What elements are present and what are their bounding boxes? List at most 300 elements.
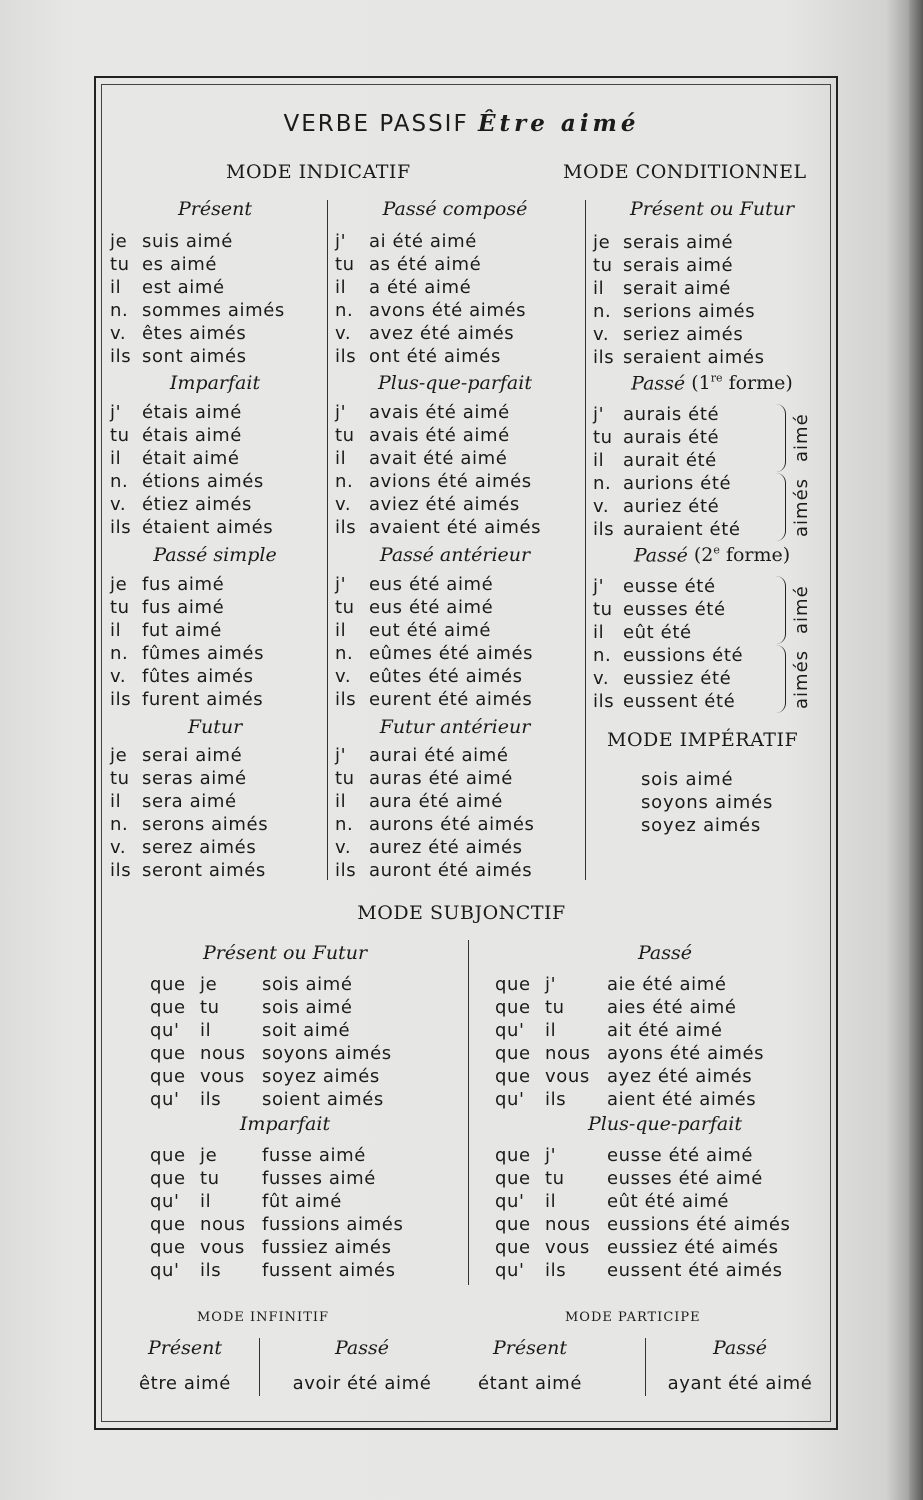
pronoun: qu' xyxy=(495,1260,525,1281)
tense-rows xyxy=(150,1144,403,1282)
brace-shape xyxy=(776,404,786,472)
conjugation-row xyxy=(335,573,533,596)
verb-form: as été aimé xyxy=(369,254,482,275)
conjugation-row xyxy=(335,859,535,882)
mode-infinitif-label: MODE INFINITIF xyxy=(197,1310,330,1325)
verb-form: avait été aimé xyxy=(369,448,508,469)
verb-form: fûtes aimés xyxy=(142,666,254,687)
pronoun: ils xyxy=(335,860,357,881)
tense-name: Présent xyxy=(178,198,252,220)
imperatif-row: soyons aimés xyxy=(641,792,774,813)
verb-form: aient été aimés xyxy=(607,1089,757,1110)
pronoun: n. xyxy=(110,643,129,664)
pronoun: tu xyxy=(545,997,565,1018)
conjugation-row xyxy=(150,1065,392,1088)
conjugation-row xyxy=(335,596,533,619)
conjugation-row xyxy=(495,1190,791,1213)
verb-form: avais été aimé xyxy=(369,402,510,423)
pronoun: il xyxy=(200,1191,212,1212)
conjugation-row xyxy=(110,596,264,619)
verb-form: fus aimé xyxy=(142,574,225,595)
pronoun: j' xyxy=(335,402,347,423)
pronoun: qu' xyxy=(495,1191,525,1212)
verb-form: aurait été xyxy=(623,450,717,471)
conjugation-row xyxy=(150,1259,403,1282)
conjugation-row xyxy=(110,836,268,859)
pronoun: il xyxy=(110,620,122,641)
conjugation-row xyxy=(150,973,392,996)
conjugation-row xyxy=(110,516,273,539)
pronoun: il xyxy=(593,450,605,471)
verb-form: fut aimé xyxy=(142,620,222,641)
verb-form: auraient été xyxy=(623,519,741,540)
verb-form: était aimé xyxy=(142,448,240,469)
page-title xyxy=(0,110,923,137)
participe-present: étant aimé xyxy=(478,1373,582,1394)
conjugation-row xyxy=(593,277,765,300)
conjugation-row xyxy=(110,230,285,253)
conjugation-row xyxy=(495,1213,791,1236)
brace-passe1-plural xyxy=(776,473,816,541)
verb-form: êtes aimés xyxy=(142,323,247,344)
verb-form: avaient été aimés xyxy=(369,517,542,538)
conjugation-row xyxy=(335,447,541,470)
infinitif-divider xyxy=(259,1338,260,1396)
pronoun: ils xyxy=(200,1260,222,1281)
tense-rows xyxy=(335,401,541,539)
pronoun: tu xyxy=(335,768,355,789)
tense-name: Passé xyxy=(637,942,692,964)
conjugation-row xyxy=(335,230,526,253)
brace-shape xyxy=(776,645,786,713)
tense-name: Futur xyxy=(187,716,243,738)
verb-form: aie été aimé xyxy=(607,974,727,995)
verb-form: furent aimés xyxy=(142,689,264,710)
pronoun: que xyxy=(495,1043,531,1064)
tense-cond-passe2-form: (2e forme) xyxy=(693,544,791,567)
pronoun: qu' xyxy=(150,1191,180,1212)
title-text: VERBE PASSIF xyxy=(283,111,469,137)
pronoun: vous xyxy=(200,1237,245,1258)
conjugation-row xyxy=(495,973,764,996)
tense-name: Présent ou Futur xyxy=(202,942,368,964)
verb-form: soyons aimés xyxy=(262,1043,392,1064)
conjugation-row xyxy=(335,493,541,516)
brace-passe2-singular xyxy=(776,576,816,644)
verb-form: aurions été xyxy=(623,473,732,494)
conjugation-row xyxy=(335,790,535,813)
pronoun: que xyxy=(495,974,531,995)
participe-present-name: Présent xyxy=(493,1337,567,1359)
pronoun: que xyxy=(150,1043,186,1064)
tense-name: Futur antérieur xyxy=(379,716,531,738)
verb-form: soit aimé xyxy=(262,1020,351,1041)
pronoun: j' xyxy=(545,1145,557,1166)
pronoun: que xyxy=(495,1145,531,1166)
pronoun: nous xyxy=(200,1043,246,1064)
conjugation-row xyxy=(110,424,273,447)
verb-form: eurent été aimés xyxy=(369,689,533,710)
verb-form: fussent aimés xyxy=(262,1260,396,1281)
conjugation-row xyxy=(495,1236,791,1259)
verb-form: aurez été aimés xyxy=(369,837,523,858)
verb-form: fus aimé xyxy=(142,597,225,618)
verb-form: serons aimés xyxy=(142,814,269,835)
verb-form: auront été aimés xyxy=(369,860,533,881)
conjugation-row xyxy=(593,690,743,713)
conjugation-row xyxy=(593,472,741,495)
conjugation-row xyxy=(150,1144,403,1167)
pronoun: que xyxy=(150,1237,186,1258)
pronoun: n. xyxy=(593,645,612,666)
pronoun: il xyxy=(335,448,347,469)
verb-form: suis aimé xyxy=(142,231,233,252)
pronoun: il xyxy=(110,791,122,812)
pronoun: que xyxy=(495,1214,531,1235)
tense-cond-passe1-form: (1re forme) xyxy=(691,372,793,395)
conjugation-row xyxy=(110,619,264,642)
conjugation-row xyxy=(110,276,285,299)
conjugation-row xyxy=(495,996,764,1019)
verb-form: fussions aimés xyxy=(262,1214,404,1235)
verb-form: aviez été aimés xyxy=(369,494,520,515)
book-spine-shadow xyxy=(909,0,923,1500)
pronoun: que xyxy=(150,1145,186,1166)
conjugation-row xyxy=(495,1088,764,1111)
brace-label: aimés xyxy=(791,477,812,537)
conjugation-row xyxy=(110,859,268,882)
pronoun: ils xyxy=(545,1260,567,1281)
conjugation-row xyxy=(110,493,273,516)
tense-cond-passe1 xyxy=(592,372,832,394)
verb-form: avons été aimés xyxy=(369,300,527,321)
pronoun: qu' xyxy=(150,1089,180,1110)
conjugation-row xyxy=(335,665,533,688)
pronoun: il xyxy=(110,448,122,469)
verb-form: ont été aimés xyxy=(369,346,501,367)
pronoun: il xyxy=(593,278,605,299)
tense-name: Passé antérieur xyxy=(379,544,531,566)
verb-form: seras aimé xyxy=(142,768,247,789)
conjugation-row xyxy=(110,299,285,322)
pronoun: nous xyxy=(200,1214,246,1235)
pronoun: vous xyxy=(200,1066,245,1087)
pronoun: que xyxy=(495,1237,531,1258)
pronoun: v. xyxy=(593,668,610,689)
verb-form: serais aimé xyxy=(623,232,734,253)
pronoun: il xyxy=(335,277,347,298)
verb-form: eut été aimé xyxy=(369,620,492,641)
verb-form: fussiez aimés xyxy=(262,1237,392,1258)
pronoun: qu' xyxy=(150,1020,180,1041)
pronoun: tu xyxy=(200,1168,220,1189)
verb-form: sommes aimés xyxy=(142,300,285,321)
pronoun: tu xyxy=(200,997,220,1018)
tense-rows xyxy=(495,973,764,1111)
pronoun: ils xyxy=(335,517,357,538)
pronoun: v. xyxy=(110,666,127,687)
verb-form: est aimé xyxy=(142,277,225,298)
column-divider-1 xyxy=(327,200,328,880)
conjugation-row xyxy=(335,744,535,767)
verb-form: avais été aimé xyxy=(369,425,510,446)
mode-subjonctif-label: MODE SUBJONCTIF xyxy=(357,902,566,924)
conjugation-row xyxy=(150,1167,403,1190)
imperatif-row: soyez aimés xyxy=(641,815,762,836)
pronoun: tu xyxy=(110,597,130,618)
verb-form: seraient aimés xyxy=(623,347,765,368)
pronoun: je xyxy=(593,232,611,253)
conjugation-row xyxy=(495,1167,791,1190)
pronoun: tu xyxy=(593,255,613,276)
pronoun: ils xyxy=(110,517,132,538)
verb-form: seront aimés xyxy=(142,860,266,881)
tense-rows xyxy=(335,573,533,711)
verb-form: ait été aimé xyxy=(607,1020,723,1041)
pronoun: tu xyxy=(545,1168,565,1189)
pronoun: tu xyxy=(335,254,355,275)
pronoun: vous xyxy=(545,1237,590,1258)
verb-form: ai été aimé xyxy=(369,231,477,252)
conjugation-row xyxy=(335,642,533,665)
pronoun: que xyxy=(150,1214,186,1235)
verb-form: serai aimé xyxy=(142,745,243,766)
brace-shape xyxy=(776,473,786,541)
verb-form: étiez aimés xyxy=(142,494,252,515)
verb-form: étions aimés xyxy=(142,471,264,492)
verb-form: seriez aimés xyxy=(623,324,744,345)
pronoun: je xyxy=(200,974,218,995)
verb-form: es aimé xyxy=(142,254,218,275)
verb-form: eûtes été aimés xyxy=(369,666,523,687)
pronoun: que xyxy=(150,997,186,1018)
conjugation-row xyxy=(335,836,535,859)
pronoun: tu xyxy=(110,254,130,275)
pronoun: v. xyxy=(110,323,127,344)
pronoun: il xyxy=(545,1191,557,1212)
pronoun: v. xyxy=(335,666,352,687)
pronoun: ils xyxy=(200,1089,222,1110)
verb-form: aurais été xyxy=(623,427,720,448)
pronoun: j' xyxy=(335,574,347,595)
conjugation-row xyxy=(110,345,285,368)
cond-passe1-rows xyxy=(593,403,741,541)
verb-form: étais aimé xyxy=(142,425,242,446)
verb-form: avions été aimés xyxy=(369,471,532,492)
pronoun: ils xyxy=(110,346,132,367)
tense-name: Imparfait xyxy=(169,372,261,394)
verb-form: fusses aimé xyxy=(262,1168,376,1189)
pronoun: tu xyxy=(593,599,613,620)
infinitif-passe: avoir été aimé xyxy=(292,1373,432,1394)
conjugation-row xyxy=(335,470,541,493)
pronoun: v. xyxy=(593,496,610,517)
conjugation-row xyxy=(593,346,765,369)
conjugation-row xyxy=(593,518,741,541)
conjugation-row xyxy=(110,744,268,767)
conjugation-row xyxy=(335,322,526,345)
pronoun: ils xyxy=(593,691,615,712)
verb-form: eût été xyxy=(623,622,692,643)
title-verb: Être aimé xyxy=(478,110,640,137)
tense-name: Plus-que-parfait xyxy=(378,372,532,394)
conjugation-row xyxy=(593,449,741,472)
pronoun: n. xyxy=(335,300,354,321)
superscript: re xyxy=(710,372,723,385)
conjugation-row xyxy=(495,1259,791,1282)
pronoun: il xyxy=(335,620,347,641)
conjugation-row xyxy=(495,1019,764,1042)
conjugation-row xyxy=(110,642,264,665)
tense-cond-present: Présent ou Futur xyxy=(629,198,795,220)
pronoun: tu xyxy=(335,425,355,446)
tense-rows xyxy=(110,230,285,368)
imperatif-row: sois aimé xyxy=(641,769,734,790)
pronoun: v. xyxy=(335,323,352,344)
cond-passe2-rows xyxy=(593,575,743,713)
pronoun: ils xyxy=(545,1089,567,1110)
conjugation-row xyxy=(593,426,741,449)
conjugation-row xyxy=(335,813,535,836)
conjugation-row xyxy=(335,619,533,642)
verb-form: ayez été aimés xyxy=(607,1066,753,1087)
conjugation-row xyxy=(335,345,526,368)
conjugation-row xyxy=(150,1019,392,1042)
conjugation-row xyxy=(110,253,285,276)
pronoun: il xyxy=(110,277,122,298)
conjugation-row xyxy=(495,1065,764,1088)
pronoun: n. xyxy=(110,300,129,321)
pronoun: il xyxy=(545,1020,557,1041)
verb-form: eûmes été aimés xyxy=(369,643,534,664)
conjugation-row xyxy=(593,323,765,346)
verb-form: eussent été aimés xyxy=(607,1260,783,1281)
conjugation-row xyxy=(593,495,741,518)
cond-present-rows xyxy=(593,231,765,369)
conjugation-row xyxy=(150,1042,392,1065)
conjugation-row xyxy=(593,598,743,621)
pronoun: ils xyxy=(335,346,357,367)
verb-form: eusses été xyxy=(623,599,726,620)
pronoun: que xyxy=(495,1168,531,1189)
pronoun: n. xyxy=(593,473,612,494)
pronoun: nous xyxy=(545,1043,591,1064)
conjugation-row xyxy=(110,447,273,470)
conjugation-row xyxy=(335,424,541,447)
conjugation-row xyxy=(495,1042,764,1065)
pronoun: v. xyxy=(110,494,127,515)
pronoun: que xyxy=(150,974,186,995)
tense-rows xyxy=(335,230,526,368)
brace-shape xyxy=(776,576,786,644)
pronoun: il xyxy=(593,622,605,643)
brace-label: aimés xyxy=(791,649,812,709)
conjugation-row xyxy=(110,322,285,345)
verb-form: fûmes aimés xyxy=(142,643,265,664)
pronoun: tu xyxy=(593,427,613,448)
verb-form: eussiez été aimés xyxy=(607,1237,779,1258)
conjugation-row xyxy=(495,1144,791,1167)
pronoun: que xyxy=(150,1066,186,1087)
verb-form: aurai été aimé xyxy=(369,745,509,766)
mode-imperatif-label: MODE IMPÉRATIF xyxy=(607,729,799,751)
superscript: e xyxy=(713,544,720,557)
verb-form: eusse été aimé xyxy=(607,1145,754,1166)
pronoun: il xyxy=(200,1020,212,1041)
tense-name: Passé simple xyxy=(153,544,277,566)
brace-passe2-plural xyxy=(776,645,816,713)
pronoun: tu xyxy=(110,768,130,789)
verb-form: aura été aimé xyxy=(369,791,503,812)
conjugation-row xyxy=(593,667,743,690)
verb-form: eussions été aimés xyxy=(607,1214,791,1235)
verb-form: eusse été xyxy=(623,576,716,597)
tense-cond-passe2-name: Passé xyxy=(633,544,688,567)
infinitif-passe-name: Passé xyxy=(334,1337,389,1359)
pronoun: v. xyxy=(335,837,352,858)
conjugation-row xyxy=(110,573,264,596)
verb-form: aurons été aimés xyxy=(369,814,535,835)
conjugation-row xyxy=(110,401,273,424)
conjugation-row xyxy=(110,767,268,790)
conjugation-row xyxy=(150,1088,392,1111)
subjonctif-divider xyxy=(468,940,469,1285)
pronoun: j' xyxy=(593,404,605,425)
pronoun: n. xyxy=(335,643,354,664)
verb-form: soient aimés xyxy=(262,1089,384,1110)
pronoun: je xyxy=(110,574,128,595)
tense-rows xyxy=(110,573,264,711)
conjugation-row xyxy=(110,665,264,688)
infinitif-present-name: Présent xyxy=(148,1337,222,1359)
conjugation-row xyxy=(110,790,268,813)
verb-form: eusses été aimé xyxy=(607,1168,763,1189)
conjugation-row xyxy=(335,401,541,424)
pronoun: ils xyxy=(110,689,132,710)
verb-form: étais aimé xyxy=(142,402,242,423)
tense-rows xyxy=(335,744,535,882)
pronoun: v. xyxy=(110,837,127,858)
verb-form: sois aimé xyxy=(262,997,353,1018)
pronoun: vous xyxy=(545,1066,590,1087)
pronoun: nous xyxy=(545,1214,591,1235)
conjugation-row xyxy=(335,299,526,322)
pronoun: j' xyxy=(593,576,605,597)
pronoun: ils xyxy=(335,689,357,710)
pronoun: n. xyxy=(335,471,354,492)
verb-form: eût été aimé xyxy=(607,1191,730,1212)
pronoun: v. xyxy=(335,494,352,515)
verb-form: serais aimé xyxy=(623,255,734,276)
verb-form: auriez été xyxy=(623,496,720,517)
pronoun: tu xyxy=(335,597,355,618)
tense-rows xyxy=(110,744,268,882)
verb-form: a été aimé xyxy=(369,277,472,298)
tense-rows xyxy=(150,973,392,1111)
verb-form: eussions été xyxy=(623,645,744,666)
pronoun: que xyxy=(150,1168,186,1189)
conjugation-row xyxy=(110,688,264,711)
conjugation-row xyxy=(593,231,765,254)
verb-form: serait aimé xyxy=(623,278,731,299)
conjugation-row xyxy=(593,403,741,426)
tense-rows xyxy=(495,1144,791,1282)
tense-cond-passe1-name: Passé xyxy=(631,372,686,395)
conjugation-row xyxy=(150,996,392,1019)
conjugation-row xyxy=(110,470,273,493)
conjugation-row xyxy=(335,253,526,276)
conjugation-row xyxy=(110,813,268,836)
